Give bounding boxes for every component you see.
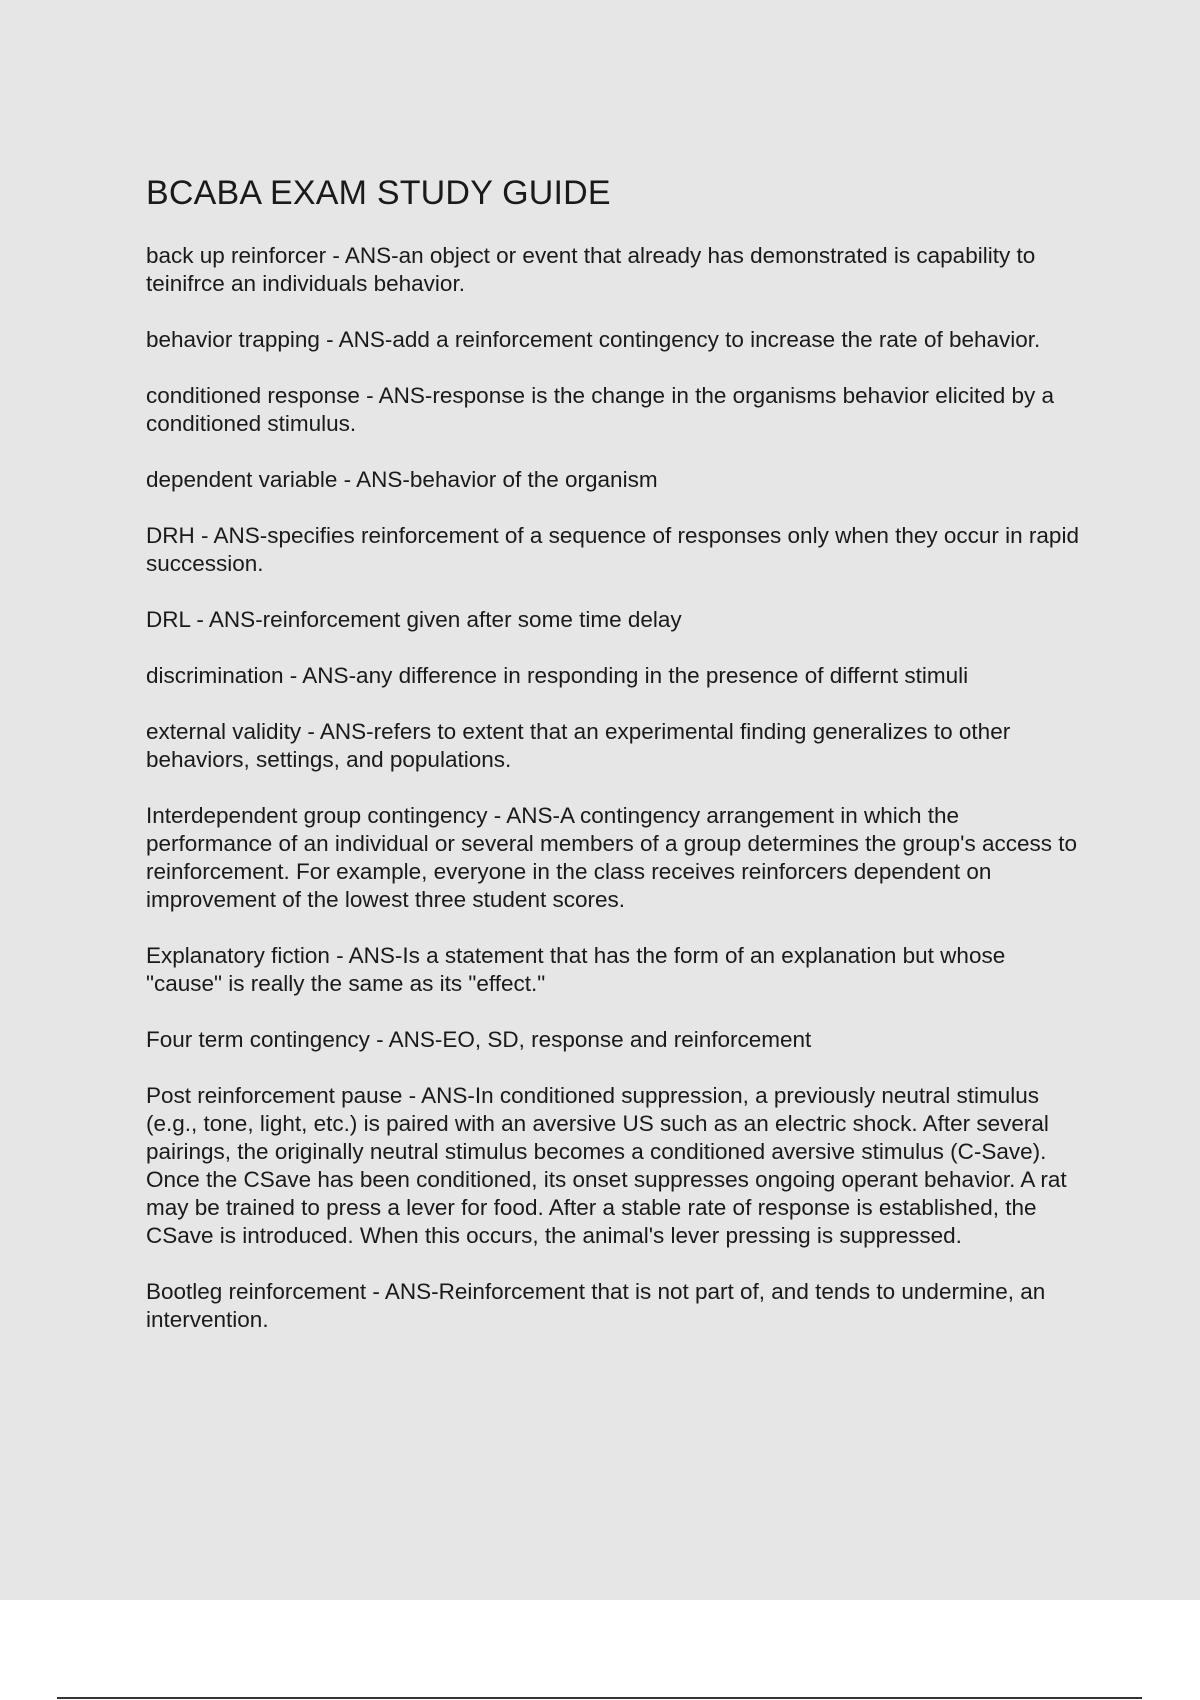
glossary-entry: back up reinforcer - ANS-an object or event that already has demonstrated is capability to teinifrce an individuals behavior. <box>146 243 1036 296</box>
footer-divider <box>57 1697 1142 1699</box>
glossary-entry: discrimination - ANS-any difference in responding in the presence of differnt stimuli <box>146 663 969 688</box>
glossary-entry: DRH - ANS-specifies reinforcement of a sequence of responses only when they occur in rapid succession. <box>146 523 1079 576</box>
glossary-entry: Interdependent group contingency - ANS-A contingency arrangement in which the performance of an individual or several members of a group determines the group's access to reinforcement. For example, everyone in the class receives reinforcers dependent on improvement of the lowest three student scores. <box>146 803 1078 912</box>
glossary-entry: conditioned response - ANS-response is the change in the organisms behavior elicited by a conditioned stimulus. <box>146 383 1055 436</box>
glossary-entry: Bootleg reinforcement - ANS-Reinforcement that is not part of, and tends to undermine, an intervention. <box>146 1279 1046 1332</box>
glossary-list <box>146 242 1086 1362</box>
glossary-entry: DRL - ANS-reinforcement given after some time delay <box>146 607 682 632</box>
glossary-entry: Four term contingency - ANS-EO, SD, response and reinforcement <box>146 1027 812 1052</box>
glossary-entry: behavior trapping - ANS-add a reinforcement contingency to increase the rate of behavior. <box>146 327 1041 352</box>
glossary-entry: Explanatory fiction - ANS-Is a statement that has the form of an explanation but whose "cause" is really the same as its "effect." <box>146 943 1006 996</box>
glossary-entry: external validity - ANS-refers to extent that an experimental finding generalizes to other behaviors, settings, and populations. <box>146 719 1011 772</box>
document-title: BCABA EXAM STUDY GUIDE <box>146 174 611 212</box>
glossary-entry: dependent variable - ANS-behavior of the organism <box>146 467 658 492</box>
glossary-entry: Post reinforcement pause - ANS-In conditioned suppression, a previously neutral stimulus (e.g., tone, light, etc.) is paired with an aversive US such as an electric shock. After several pairings, the originally neutral stimulus becomes a conditioned aversive stimulus (C-Save). Once the CSave has been conditioned, its onset suppresses ongoing operant behavior. A rat may be trained to press a lever for food. After a stable rate of response is established, the CSave is introduced. When this occurs, the animal's lever pressing is suppressed. <box>146 1083 1067 1248</box>
